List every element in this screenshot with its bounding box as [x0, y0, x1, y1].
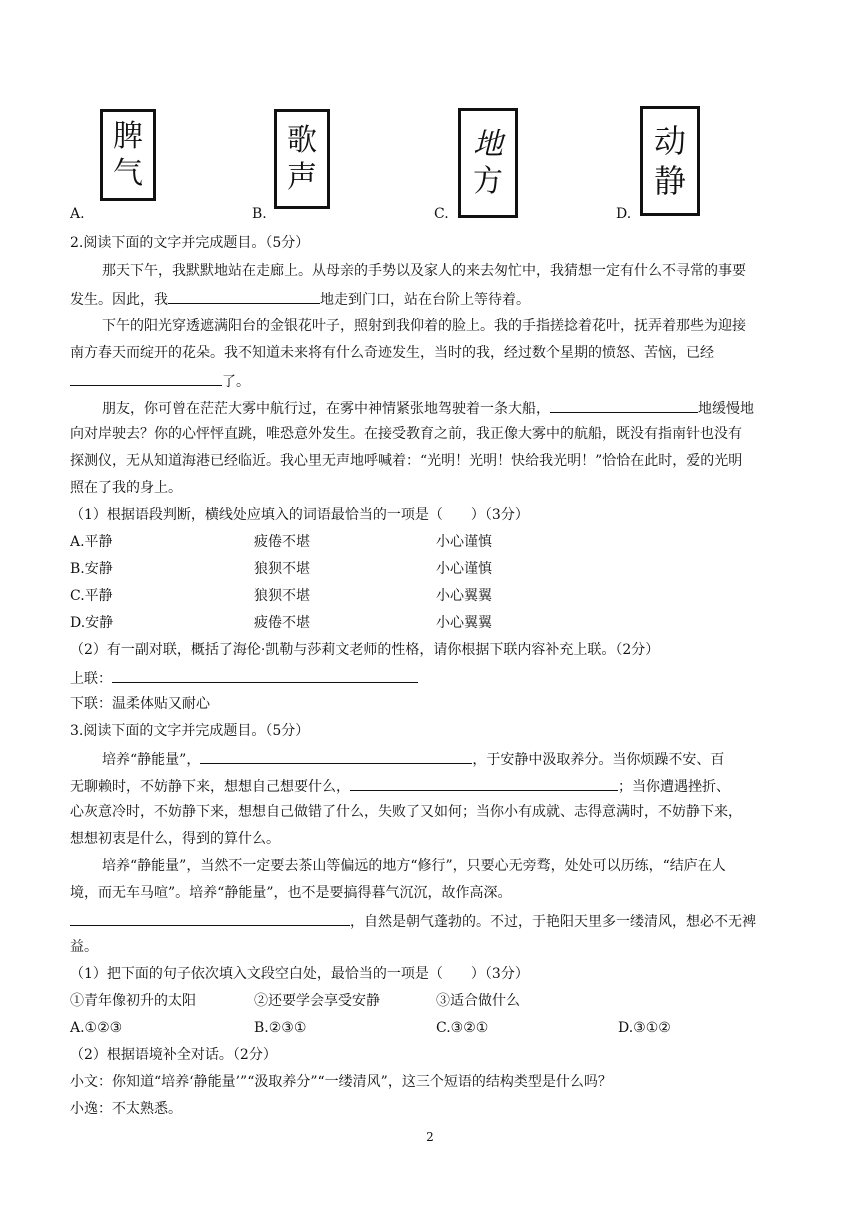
fill-blank-3[interactable] [550, 397, 698, 413]
option-a [70, 104, 250, 222]
q2-heading: 2.阅读下面的文字并完成题目。（5分） [70, 235, 310, 251]
text-segment: 地缓慢地 [698, 401, 754, 417]
calligraphy-char: 方 [473, 164, 503, 199]
choice-cell: 狼狈不堪 [254, 588, 310, 604]
calligraphy-char: 地 [473, 126, 503, 162]
q2-paragraph-line [70, 370, 250, 392]
lower-couplet: 下联：温柔体贴又耐心 [70, 696, 210, 712]
option-letter: B. [252, 206, 267, 222]
option-c [434, 104, 614, 222]
q3-paragraph-line: 心灰意冷时，不妨静下来，想想自己做错了什么，失败了又如何；当你小有成就、志得意满时，不妨静下来， [70, 804, 742, 820]
option-b-text[interactable]: B.②③① [254, 1020, 307, 1036]
q3-sub1: （1）把下面的句子依次填入文段空白处，最恰当的一项是（ ）（3分） [70, 966, 529, 982]
dialogue-line: 小文：你知道“培养‘静能量’”“汲取养分”“一缕清风”，这三个短语的结构类型是什么吗？ [70, 1074, 612, 1090]
calligraphy-char: 声 [287, 160, 317, 195]
q2-paragraph-line: 南方春天而绽开的花朵。我不知道未来将有什么奇迹发生，当时的我，经过数个星期的愤怒、苦恼，已经 [70, 345, 714, 361]
text-segment: ，于安静中汲取养分。当你烦躁不安、百 [472, 752, 725, 768]
choice-cell: 疲倦不堪 [254, 615, 310, 631]
fill-blank-4[interactable] [200, 748, 472, 764]
option-d-text[interactable]: D.③①② [618, 1020, 671, 1036]
q3-paragraph-line [102, 748, 724, 770]
text-segment: 了。 [222, 374, 250, 390]
q2-paragraph-line [102, 397, 754, 419]
q2-sub2: （2）有一副对联，概括了海伦·凯勒与莎莉文老师的性格，请你根据下联内容补充上联。（2分） [70, 642, 660, 658]
q3-paragraph-line [70, 775, 730, 797]
calligraphy-char: 气 [113, 156, 143, 191]
fill-blank-1[interactable] [168, 288, 320, 304]
q3-sub2: （2）根据语境补全对话。（2分） [70, 1047, 277, 1063]
fill-blank-5[interactable] [350, 775, 618, 791]
text-segment: 培养“静能量”， [102, 752, 201, 768]
text-segment: 无聊赖时，不妨静下来，想想自己想要什么， [70, 779, 350, 795]
option-d [616, 104, 796, 222]
choice-cell: 小心翼翼 [436, 588, 492, 604]
choice-cell: B.安静 [70, 561, 113, 577]
sentence-item: ①青年像初升的太阳 [70, 993, 196, 1009]
calligraphy-image-b [274, 109, 330, 209]
choice-cell: 小心翼翼 [436, 615, 492, 631]
sentence-item: ②还要学会享受安静 [254, 993, 380, 1009]
calligraphy-char: 动 [653, 122, 686, 160]
dialogue-line: 小逸：不太熟悉。 [70, 1101, 182, 1117]
choice-cell: C.平静 [70, 588, 113, 604]
q3-paragraph-line: 境，而无车马喧”。培养“静能量”，也不是要搞得暮气沉沉，故作高深。 [70, 885, 512, 901]
upper-couplet-line [70, 667, 418, 689]
q2-sub1: （1）根据语段判断，横线处应填入的词语最恰当的一项是（ ）（3分） [70, 507, 529, 523]
option-b [252, 104, 432, 222]
option-letter: C. [434, 206, 449, 222]
q2-paragraph-line: 向对岸驶去？你的心怦怦直跳，唯恐意外发生。在接受教育之前，我正像大雾中的航船，既没有指南针也没有 [70, 426, 742, 442]
choice-cell: 小心谨慎 [436, 534, 492, 550]
sentence-item: ③适合做什么 [436, 993, 520, 1009]
option-c-text[interactable]: C.③②① [436, 1020, 489, 1036]
q3-heading: 3.阅读下面的文字并完成题目。（5分） [70, 723, 310, 739]
q3-paragraph-line [70, 910, 756, 932]
calligraphy-char: 歌 [287, 122, 317, 158]
fill-blank-2[interactable] [70, 370, 222, 386]
fill-blank-6[interactable] [70, 910, 350, 926]
choice-cell: A.平静 [70, 534, 113, 550]
q2-paragraph-line: 照在了我的身上。 [70, 480, 182, 496]
q3-paragraph-line: 培养“静能量”，当然不一定要去茶山等偏远的地方“修行”，只要心无旁骛，处处可以历练，“结庐在人 [102, 858, 726, 874]
calligraphy-char: 脾 [113, 118, 143, 154]
choice-cell: 狼狈不堪 [254, 561, 310, 577]
calligraphy-options [70, 104, 790, 222]
choice-cell: 疲倦不堪 [254, 534, 310, 550]
upper-couplet-blank[interactable] [112, 667, 418, 683]
option-letter: D. [616, 206, 632, 222]
text-segment: ；当你遭遇挫折、 [618, 779, 730, 795]
choice-cell: D.安静 [70, 615, 114, 631]
option-a-text[interactable]: A.①②③ [70, 1020, 123, 1036]
option-letter: A. [70, 206, 85, 222]
q2-paragraph-line: 探测仪，无从知道海港已经临近。我心里无声地呼喊着：“光明！光明！快给我光明！”恰恰在此时，爱的光明 [70, 453, 743, 469]
q3-paragraph-line: 益。 [70, 939, 98, 955]
text-segment: 发生。因此，我 [70, 292, 168, 308]
calligraphy-image-a [100, 109, 156, 201]
choice-cell: 小心谨慎 [436, 561, 492, 577]
text-segment: 地走到门口，站在台阶上等待着。 [320, 292, 530, 308]
upper-couplet-label: 上联： [70, 671, 112, 687]
page-number: 2 [426, 1130, 434, 1144]
q2-paragraph-line [70, 288, 530, 310]
q2-paragraph-line: 那天下午，我默默地站在走廊上。从母亲的手势以及家人的来去匆忙中，我猜想一定有什么不寻常的事要 [102, 263, 746, 279]
q2-paragraph-line: 下午的阳光穿透遮满阳台的金银花叶子，照射到我仰着的脸上。我的手指搓捻着花叶，抚弄着那些为迎接 [102, 318, 746, 334]
calligraphy-char: 静 [653, 162, 686, 200]
text-segment: ，自然是朝气蓬勃的。不过，于艳阳天里多一缕清风，想必不无裨 [350, 914, 756, 930]
calligraphy-image-c [458, 108, 518, 218]
text-segment: 朋友，你可曾在茫茫大雾中航行过，在雾中神情紧张地驾驶着一条大船， [102, 401, 550, 417]
calligraphy-image-d [640, 106, 700, 216]
q3-paragraph-line: 想想初衷是什么，得到的算什么。 [70, 831, 280, 847]
